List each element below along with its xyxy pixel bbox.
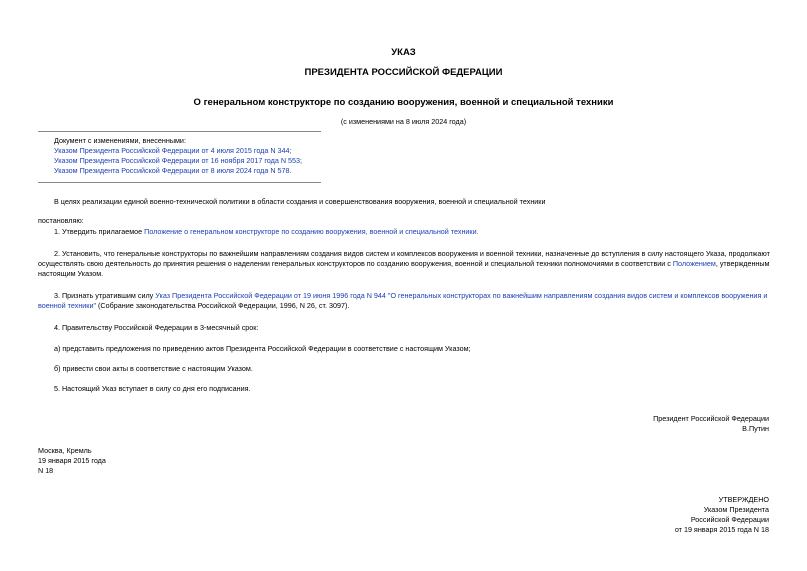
- paragraph-2-line-2: [38, 259, 770, 269]
- regulation-ref-link[interactable]: Положением: [672, 259, 716, 268]
- signature-position: Президент Российской Федерации: [653, 414, 769, 423]
- paragraph-1: [54, 227, 479, 237]
- paragraph-4b: б) привести свои акты в соответствие с настоящим Указом.: [54, 364, 253, 373]
- paragraph-2-line-3: настоящим Указом.: [38, 269, 104, 278]
- paragraph-4a: а) представить предложения по приведению актов Президента Российской Федерации в соответствие с настоящим Указом;: [54, 344, 471, 353]
- paragraph-4: 4. Правительству Российской Федерации в 3-месячный срок:: [54, 323, 259, 332]
- decree-word: постановляю:: [38, 216, 84, 225]
- signature-name: В.Путин: [742, 424, 769, 433]
- amendments-bottom-rule: [38, 182, 321, 183]
- decree-date: 19 января 2015 года: [38, 456, 106, 465]
- edition-note: (с изменениями на 8 июля 2024 года): [340, 117, 467, 126]
- paragraph-3-text: 3. Признать утратившим силу: [54, 291, 156, 300]
- approval-line-2: Указом Президента: [703, 505, 769, 514]
- decree-title: УКАЗ: [391, 47, 416, 58]
- issuer-title: ПРЕЗИДЕНТА РОССИЙСКОЙ ФЕДЕРАЦИИ: [304, 67, 503, 78]
- decree-number: N 18: [38, 466, 54, 475]
- amendment-link-2[interactable]: Указом Президента Российской Федерации от 16 ноября 2017 года N 553;: [54, 156, 302, 165]
- repealed-decree-link[interactable]: Указ Президента Российской Федерации от 19 июня 1996 года N 944 "О генеральных конструкторах по важнейшим направлениям создания видов систем и комплексов вооружения и: [155, 291, 768, 300]
- document-subject: О генеральном конструкторе по созданию вооружения, военной и специальной техники: [193, 97, 614, 108]
- preamble: В целях реализации единой военно-технической политики в области создания и совершенствования вооружения, военной и специальной техники: [54, 197, 546, 206]
- paragraph-5: 5. Настоящий Указ вступает в силу со дня его подписания.: [54, 384, 251, 393]
- amendments-top-rule: [38, 131, 321, 132]
- repealed-decree-link-cont[interactable]: военной техники": [38, 301, 97, 310]
- amendment-link-1[interactable]: Указом Президента Российской Федерации от 4 июля 2015 года N 344;: [54, 146, 292, 155]
- place: Москва, Кремль: [38, 446, 92, 455]
- approval-line-3: Российской Федерации: [690, 515, 769, 524]
- paragraph-2-text-end: , утвержденным: [715, 259, 770, 268]
- paragraph-3-line-2: [38, 301, 349, 311]
- paragraph-1-text: 1. Утвердить прилагаемое: [54, 227, 145, 236]
- amendment-link-3[interactable]: Указом Президента Российской Федерации от 8 июля 2024 года N 578.: [54, 166, 292, 175]
- paragraph-3-suffix: (Собрание законодательства Российской Федерации, 1996, N 26, ст. 3097).: [96, 301, 350, 310]
- approval-line-1: УТВЕРЖДЕНО: [718, 495, 769, 504]
- paragraph-3-line-1: [54, 291, 767, 301]
- paragraph-2-line-1: 2. Установить, что генеральные конструкторы по важнейшим направлениям создания видов систем и комплексов вооружения и военной техники, назначенные до вступления в силу настоящего Указа, продолжают: [54, 249, 770, 258]
- regulation-link[interactable]: Положение о генеральном конструкторе по созданию вооружения, военной и специальной техники.: [144, 227, 479, 236]
- approval-line-4: от 19 января 2015 года N 18: [674, 525, 769, 534]
- paragraph-2-text: осуществлять свою деятельность до принятия решения о наделении генеральных конструкторов по созданию вооружения, военной и специальной техники полномочиями в соответствии с: [38, 259, 673, 268]
- amendments-intro: Документ с изменениями, внесенными:: [54, 136, 186, 145]
